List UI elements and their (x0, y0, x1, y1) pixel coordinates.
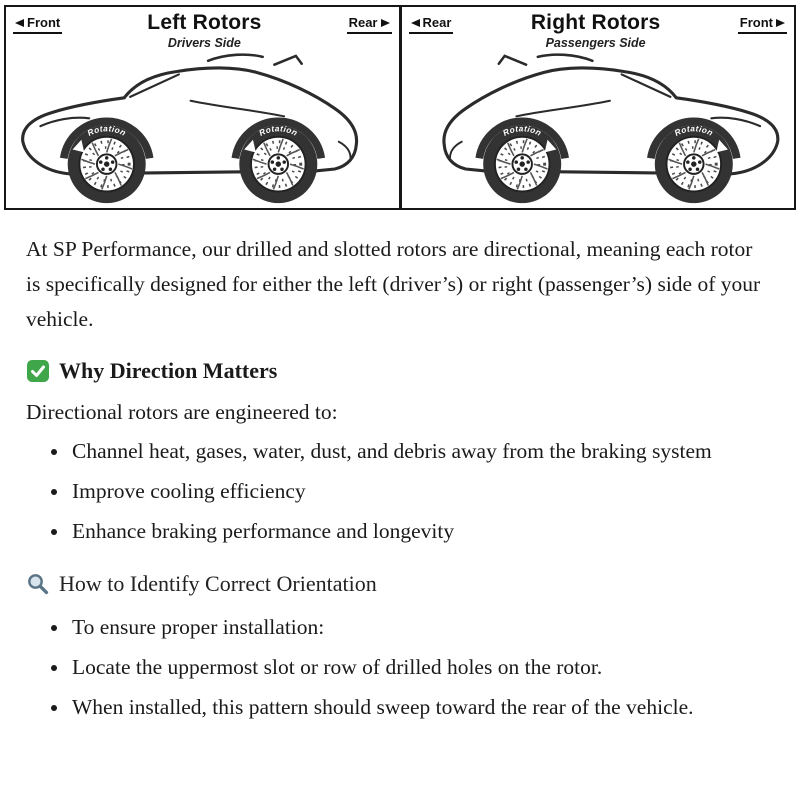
rotation-label: Rotation (86, 124, 128, 138)
rotor-direction-diagram (4, 5, 796, 210)
section-heading-text: Why Direction Matters (59, 358, 278, 384)
section-heading-text: How to Identify Correct Orientation (59, 571, 377, 597)
right-panel-header (409, 10, 788, 50)
rear-direction-label (347, 15, 392, 34)
list-item: • Improve cooling efficiency (70, 475, 770, 509)
check-mark-icon (26, 359, 50, 383)
direction-text: Rear (422, 15, 452, 30)
arrow-left-icon (15, 19, 24, 27)
section1-lead: Directional rotors are engineered to: (26, 400, 338, 425)
section1-bullet-list (26, 435, 770, 549)
arrow-left-icon (411, 19, 420, 27)
right-panel-titles (531, 11, 661, 50)
rear-direction-label (409, 15, 454, 34)
front-wheel-rotor (650, 121, 736, 203)
panel-title: Left Rotors (147, 11, 262, 34)
rear-wheel-rotor (235, 121, 321, 203)
section-heading-why-direction-matters (26, 358, 770, 384)
left-car-illustration (13, 52, 392, 208)
arrow-right-icon (381, 19, 390, 27)
panel-title: Right Rotors (530, 11, 661, 34)
list-item: • Enhance braking performance and longevity (70, 515, 770, 549)
panel-subtitle: Drivers Side (167, 36, 241, 50)
left-panel-titles (147, 11, 261, 50)
direction-text: Front (739, 15, 773, 30)
front-wheel-rotor (64, 121, 150, 203)
list-item: • When installed, this pattern should sweep toward the rear of the vehicle. (70, 691, 770, 725)
direction-text: Rear (348, 15, 378, 30)
magnifying-glass-icon (26, 572, 50, 596)
list-item: • Locate the uppermost slot or row of drilled holes on the rotor. (70, 651, 770, 685)
arrow-right-icon (776, 19, 785, 27)
right-rotors-panel (400, 5, 797, 210)
left-panel-header (13, 10, 392, 50)
rotation-label: Rotation (501, 124, 543, 138)
section2-bullet-list (26, 611, 770, 725)
right-car-illustration (409, 52, 788, 208)
left-rotors-panel (4, 5, 401, 210)
article-body (0, 210, 800, 725)
front-direction-label (738, 15, 787, 34)
list-item: • Channel heat, gases, water, dust, and debris away from the braking system (70, 435, 770, 469)
list-item: • To ensure proper installation: (70, 611, 770, 645)
rotation-label: Rotation (257, 124, 300, 138)
section-heading-identify-orientation (26, 571, 770, 597)
rear-wheel-rotor (479, 121, 565, 203)
panel-subtitle: Passengers Side (545, 36, 646, 50)
front-direction-label (13, 15, 62, 34)
direction-text: Front (27, 15, 61, 30)
rotation-label: Rotation (672, 124, 715, 138)
intro-paragraph: At SP Performance, our drilled and slotted rotors are directional, meaning each rotor is specifically designed for either the left (driver’s) or right (passenger’s) side of your vehicle. (26, 237, 761, 331)
